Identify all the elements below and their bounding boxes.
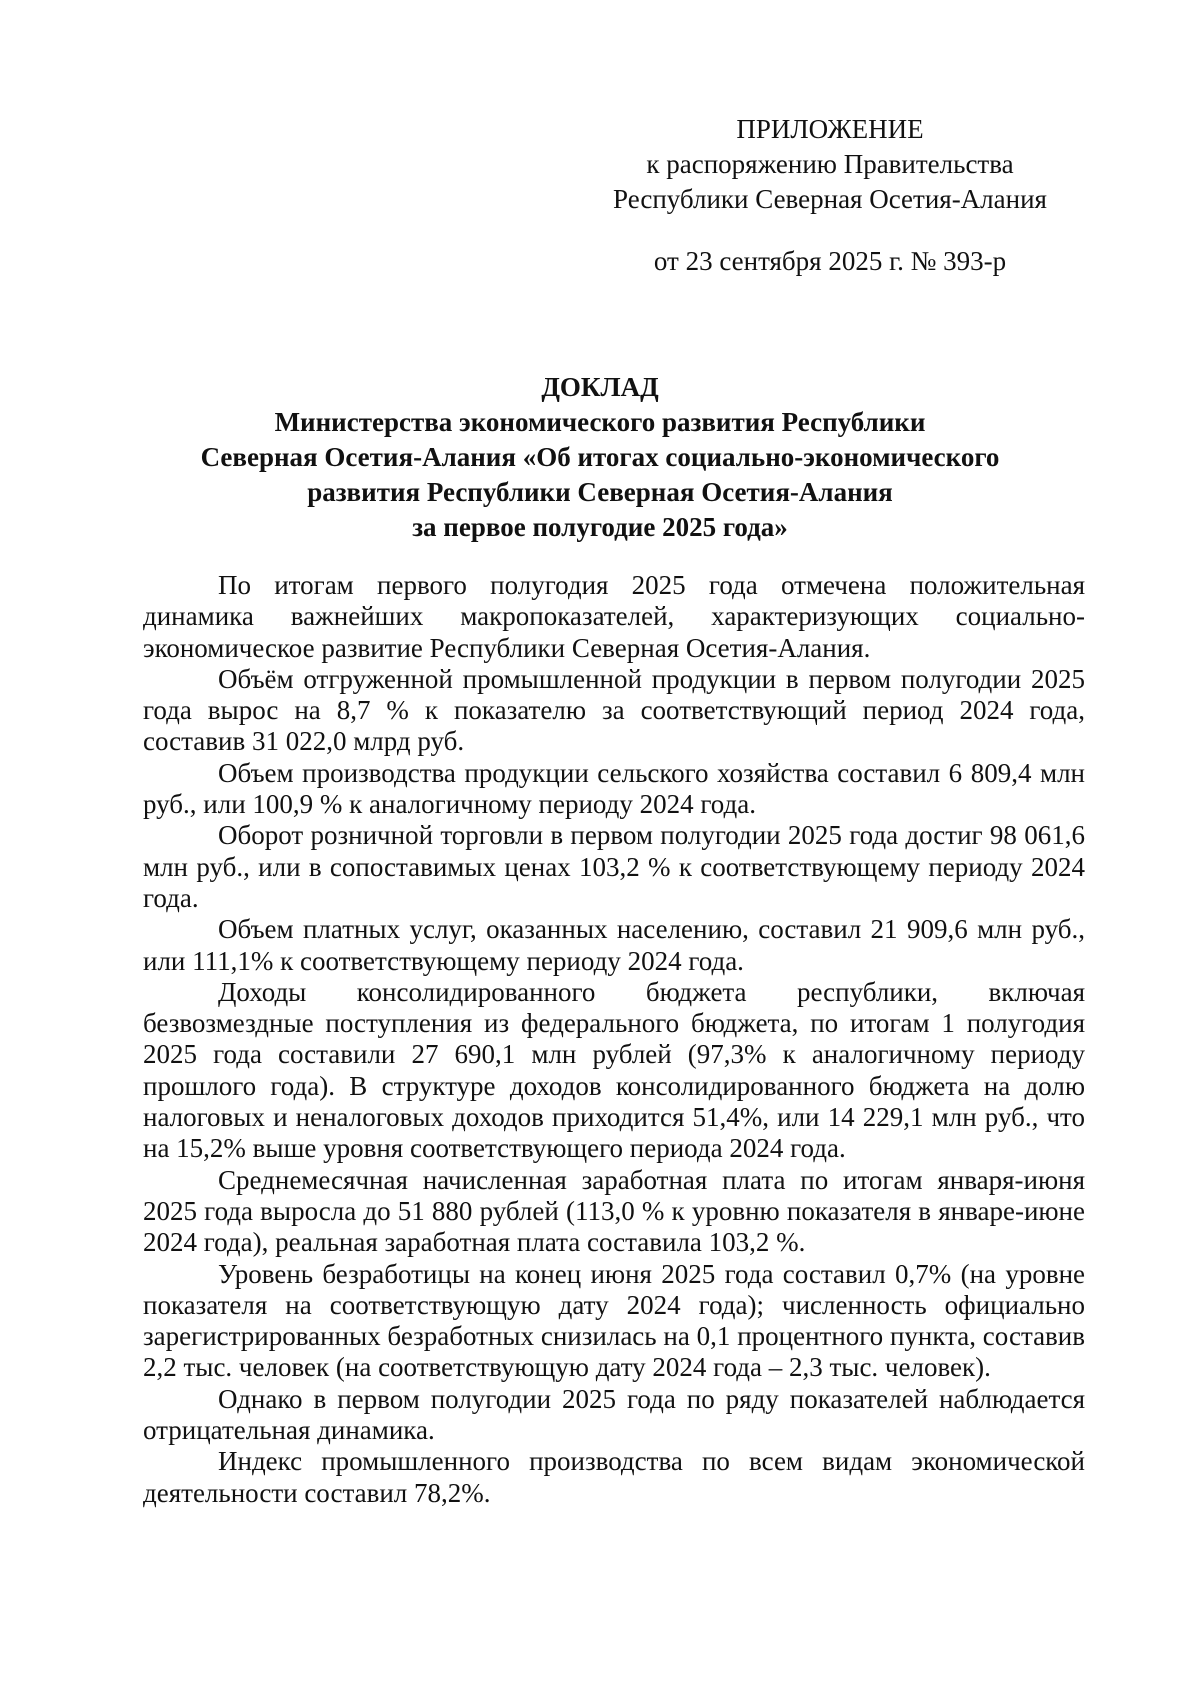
appendix-date: от 23 сентября 2025 г. № 393-р [653, 246, 1007, 276]
paragraph-industry-shipment: Объём отгруженной промышленной продукции в первом полугодии 2025 года вырос на 8,7 % к показателю за соответствующий период 2024 года, составив 31 022,0 млрд руб. [143, 663, 1085, 757]
paragraph-industrial-index: Индекс промышленного производства по всем видам экономической деятельности составил 78,2%. [143, 1446, 1085, 1508]
appendix-line-republic: Республики Северная Осетия-Алания [613, 184, 1047, 214]
paragraph-unemployment: Уровень безработицы на конец июня 2025 года составил 0,7% (на уровне показателя на соответствующую дату 2024 года); численность официально зарегистрированных безработных снизилась на 0,1 процентного пункта, составив 2,2 тыс. человек (на соответствующую дату 2024 года – 2,3 тыс. человек). [143, 1258, 1085, 1383]
heading-title: ДОКЛАД [541, 372, 659, 402]
paragraph-paid-services: Объем платных услуг, оказанных населению, составил 21 909,6 млн руб., или 111,1% к соответствующему периоду 2024 года. [143, 914, 1085, 976]
heading-line-development: развития Республики Северная Осетия-Алания [307, 477, 893, 507]
heading-line-period: за первое полугодие 2025 года» [412, 512, 788, 542]
paragraph-budget-revenue: Доходы консолидированного бюджета республики, включая безвозмездные поступления из федерального бюджета, по итогам 1 полугодия 2025 года составили 27 690,1 млн рублей (97,3% к аналогичному периоду прошлого года). В структуре доходов консолидированного бюджета на долю налоговых и неналоговых доходов приходится 51,4%, или 14 229,1 млн руб., что на 15,2% выше уровня соответствующего периода 2024 года. [143, 976, 1085, 1164]
appendix-line-order: к распоряжению Правительства [646, 149, 1014, 179]
paragraph-wages: Среднемесячная начисленная заработная плата по итогам января-июня 2025 года выросла до 51 880 рублей (113,0 % к уровню показателя в январе-июне 2024 года), реальная заработная плата составила 103,2 %. [143, 1164, 1085, 1258]
report-body [143, 570, 1085, 1509]
paragraph-retail: Оборот розничной торговли в первом полугодии 2025 года достиг 98 061,6 млн руб., или в сопоставимых ценах 103,2 % к соответствующему периоду 2024 года. [143, 820, 1085, 913]
heading-line-subject: Северная Осетия-Алания «Об итогах социально-экономического [200, 442, 1000, 472]
heading-line-ministry: Министерства экономического развития Республики [274, 407, 926, 437]
appendix-block [600, 112, 1060, 217]
report-heading [130, 370, 1070, 545]
paragraph-negative-dynamics: Однако в первом полугодии 2025 года по ряду показателей наблюдается отрицательная динамика. [143, 1383, 1085, 1446]
appendix-title: ПРИЛОЖЕНИЕ [736, 114, 924, 144]
paragraph-intro: По итогам первого полугодия 2025 года отмечена положительная динамика важнейших макропоказателей, характеризующих социально-экономическое развитие Республики Северная Осетия-Алания. [143, 570, 1085, 663]
paragraph-agriculture: Объем производства продукции сельского хозяйства составил 6 809,4 млн руб., или 100,9 % к аналогичному периоду 2024 года. [143, 757, 1085, 820]
